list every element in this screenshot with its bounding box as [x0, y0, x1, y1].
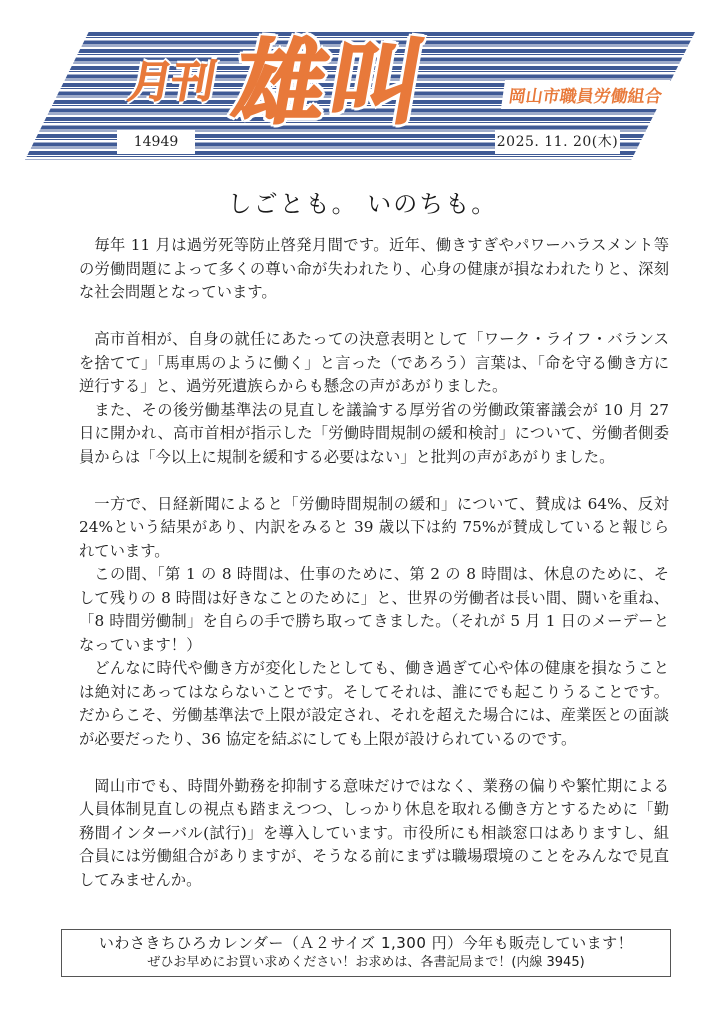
- paragraph-nikkei-survey: 一方で、日経新聞によると「労働時間規制の緩和」について、賛成は 64%、反対 24%という結果があり、内訳をみると 39 歳以下は約 75%が賛成していると報じられています。: [79, 494, 669, 560]
- page-headline: しごとも。 いのちも。: [227, 190, 498, 218]
- paragraph-gap: [79, 469, 669, 493]
- notice-line-2: ぜひお早めにお買い求めください！お求めは、各書記局まで！(内線 3945): [147, 955, 585, 970]
- paragraph-labor-council: また、その後労働基準法の見直しを議論する厚労省の労働政策審議会が 10 月 27 日に開かれ、高市首相が指示した「労働時間規制の緩和検討」について、労働者側委員からは「今以上に規制を緩和する必要はない」と批判の声があがりました。: [79, 400, 669, 466]
- masthead: [25, 32, 695, 160]
- issue-date: 2025. 11. 20(木): [495, 130, 620, 154]
- paragraph-gap: [79, 305, 669, 329]
- paragraph-gap: [79, 751, 669, 775]
- masthead-monthly-label: 月刊: [124, 57, 218, 108]
- article-body: [79, 234, 669, 892]
- paragraph-overwork-month: 毎年 11 月は過労死等防止啓発月間です。近年、働きすぎやパワーハラスメント等の労働問題によって多くの尊い命が失われたり、心身の健康が損なわれたりと、深刻な社会問題となっています。: [79, 236, 669, 301]
- calendar-notice-box: [61, 929, 671, 977]
- masthead-title: 雄叫: [225, 30, 437, 137]
- paragraph-eight-hours: この間、「第 1 の 8 時間は、仕事のために、第 2 の 8 時間は、休息のために、そして残りの 8 時間は好きなことのために」と、世界の労働者は長い間、闘いを重ね、「8 時間労働制」を自らの手で勝ち取ってきました。（それが 5 月 1 日のメーデーとなっています！）: [79, 565, 669, 654]
- masthead-organization: 岡山市職員労働組合: [501, 80, 670, 109]
- paragraph-health: どんなに時代や働き方が変化したとしても、働き過ぎて心や体の健康を損なうことは絶対にあってはならないことです。そしてそれは、誰にでも起こりうることです。だからこそ、労働基準法で上限が設定され、それを超えた場合には、産業医との面談が必要だったり、36 協定を結ぶにしても上限が設けられているのです。: [79, 659, 669, 748]
- issue-number: 14949: [117, 130, 195, 154]
- notice-line-1: いわさきちひろカレンダー（Ａ２サイズ 1,300 円）今年も販売しています！: [98, 934, 634, 952]
- paragraph-pm-statement: 高市首相が、自身の就任にあたっての決意表明として「ワーク・ライフ・バランスを捨てて」「馬車馬のように働く」と言った（であろう）言葉は、「命を守る働き方に逆行する」と、過労死遺族らからも懸念の声があがりました。: [79, 330, 669, 395]
- paragraph-okayama-interval: 岡山市でも、時間外勤務を抑制する意味だけではなく、業務の偏りや繁忙期による人員体制見直しの視点も踏まえつつ、しっかり休息を取れる働き方とするために「勤務間インターバル(試行)」を導入しています。市役所にも相談窓口はありますし、組合員には労働組合がありますが、そうなる前にまずは職場環境のことをみんなで見直してみませんか。: [79, 776, 669, 889]
